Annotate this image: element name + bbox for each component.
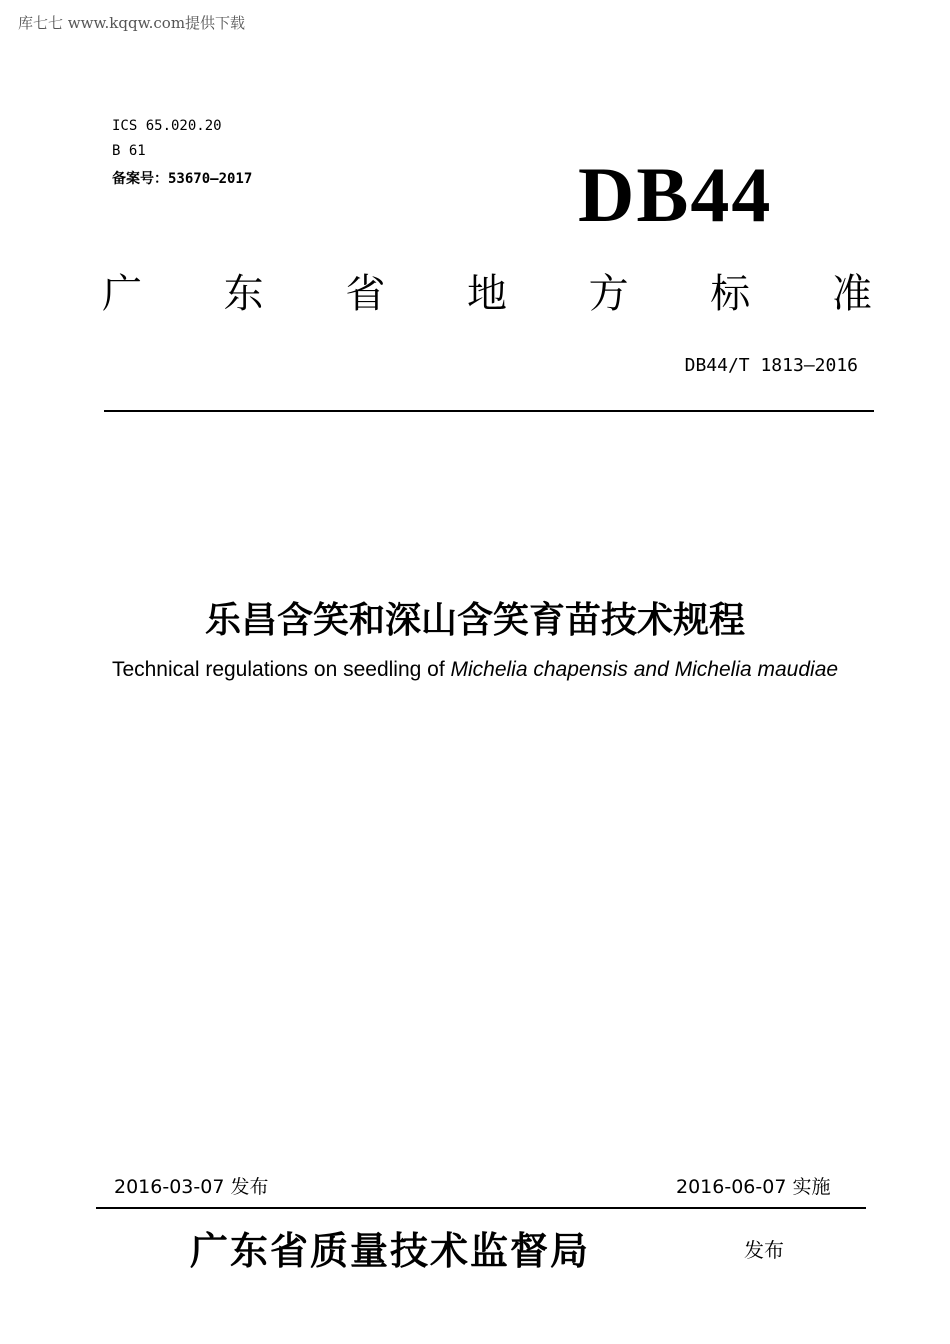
standard-type-char: 方 bbox=[588, 271, 629, 317]
document-title-english bbox=[0, 658, 950, 682]
publish-date: 2016-03-07 发布 bbox=[114, 1176, 269, 1198]
standard-type-heading bbox=[102, 262, 872, 319]
standard-type-char: 标 bbox=[710, 271, 751, 317]
ics-code: ICS 65.020.20 bbox=[112, 118, 222, 134]
standard-type-char: 东 bbox=[223, 271, 264, 317]
standard-type-char: 省 bbox=[345, 271, 386, 317]
title-english-prefix: Technical regulations on seedling of bbox=[111, 658, 451, 681]
header-divider bbox=[104, 410, 874, 412]
standard-type-char: 地 bbox=[466, 271, 507, 317]
watermark-text: 库七七 www.kqqw.com提供下载 bbox=[18, 14, 246, 32]
standard-number: DB44/T 1813—2016 bbox=[684, 355, 858, 376]
filing-number: 备案号：53670—2017 bbox=[112, 171, 253, 187]
standard-type-char: 广 bbox=[102, 271, 142, 317]
issuing-authority: 广东省质量技术监督局 bbox=[190, 1228, 591, 1273]
title-english-species: Michelia chapensis and Michelia maudiae bbox=[450, 658, 839, 681]
standard-type-char: 准 bbox=[831, 271, 872, 317]
classification-code: B 61 bbox=[112, 143, 146, 159]
footer-divider bbox=[96, 1207, 866, 1209]
issued-label: 发布 bbox=[744, 1238, 784, 1262]
effective-date: 2016-06-07 实施 bbox=[676, 1176, 831, 1198]
standard-code-logo: DB44 bbox=[578, 151, 773, 238]
document-title-chinese: 乐昌含笑和深山含笑育苗技术规程 bbox=[204, 600, 745, 641]
